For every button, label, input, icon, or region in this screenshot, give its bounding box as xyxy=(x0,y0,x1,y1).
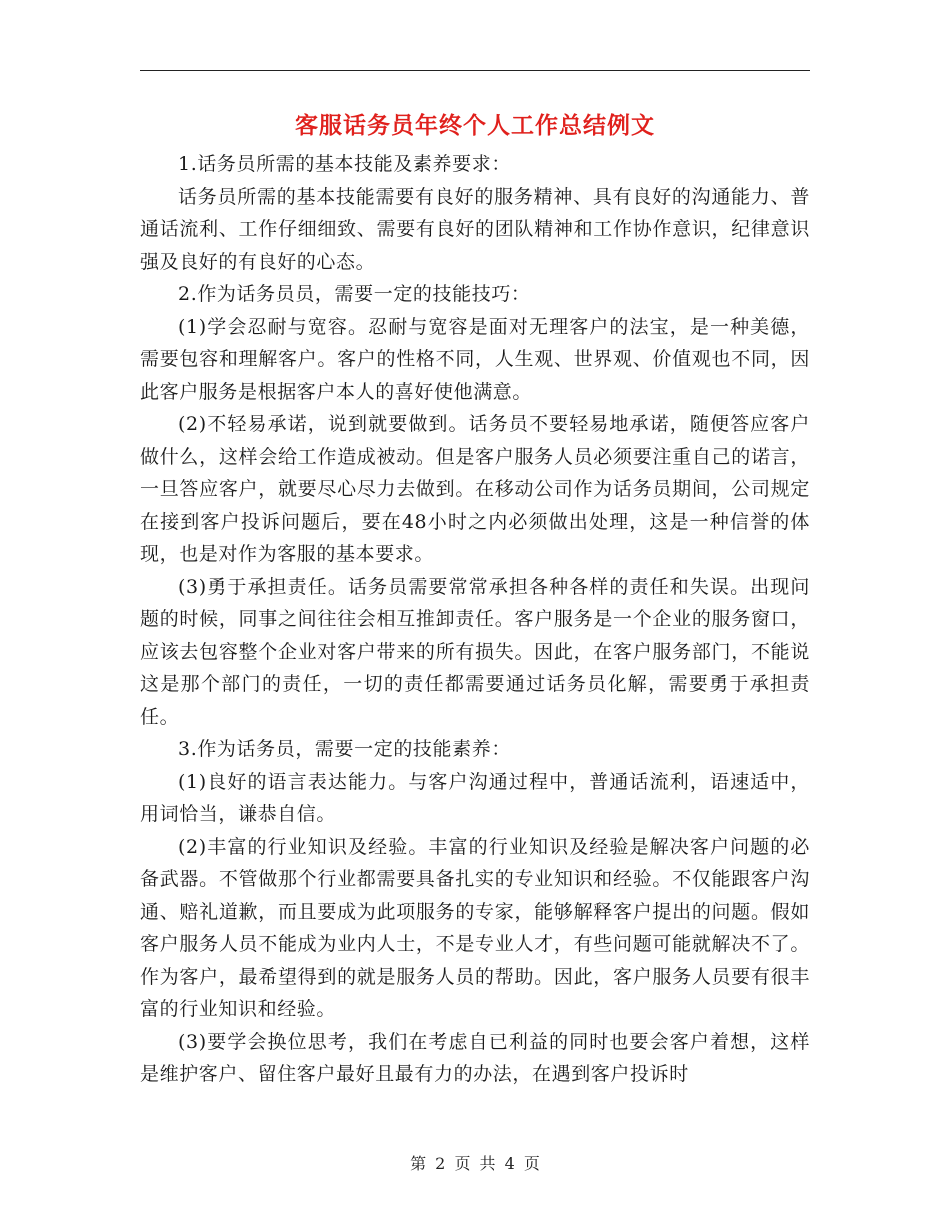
paragraph-3: 2.作为话务员员，需要一定的技能技巧： xyxy=(178,283,531,305)
paragraph-6: (3)勇于承担责任。话务员需要常常承担各种各样的责任和失误。出现问题的时候，同事之间往往会相互推卸责任。客户服务是一个企业的服务窗口，应该去包容整个企业对客户带来的所有损失。因此，在客户服务部门，不能说这是那个部门的责任，一切的责任都需要通过话务员化解，需要勇于承担责任。 xyxy=(140,575,810,728)
paragraph-7: 3.作为话务员，需要一定的技能素养： xyxy=(178,738,511,760)
paragraph-4: (1)学会忍耐与宽容。忍耐与宽容是面对无理客户的法宝，是一种美德，需要包容和理解客户。客户的性格不同，人生观、世界观、价值观也不同，因此客户服务是根据客户本人的喜好使他满意。 xyxy=(140,315,810,403)
document-body xyxy=(140,148,810,1091)
page-footer: 第 2 页 共 4 页 xyxy=(410,1154,540,1173)
paragraph-2: 话务员所需的基本技能需要有良好的服务精神、具有良好的沟通能力、普通话流利、工作仔细细致、需要有良好的团队精神和工作协作意识，纪律意识强及良好的有良好的心态。 xyxy=(140,185,810,273)
paragraph-8: (1)良好的语言表达能力。与客户沟通过程中，普通话流利，语速适中，用词恰当，谦恭自信。 xyxy=(140,770,810,825)
document-title: 客服话务员年终个人工作总结例文 xyxy=(295,112,655,139)
paragraph-10: (3)要学会换位思考，我们在考虑自已利益的同时也要会客户着想，这样是维护客户、留住客户最好且最有力的办法，在遇到客户投诉时 xyxy=(140,1030,810,1085)
paragraph-9: (2)丰富的行业知识及经验。丰富的行业知识及经验是解决客户问题的必备武器。不管做那个行业都需要具备扎实的专业知识和经验。不仅能跟客户沟通、赔礼道歉，而且要成为此项服务的专家，能够解释客户提出的问题。假如客户服务人员不能成为业内人士，不是专业人才，有些问题可能就解决不了。作为客户，最希望得到的就是服务人员的帮助。因此，客户服务人员要有很丰富的行业知识和经验。 xyxy=(140,835,810,1020)
paragraph-1: 1.话务员所需的基本技能及素养要求： xyxy=(178,153,511,175)
header-rule xyxy=(140,70,810,71)
paragraph-5: (2)不轻易承诺，说到就要做到。话务员不要轻易地承诺，随便答应客户做什么，这样会给工作造成被动。但是客户服务人员必须要注重自己的诺言，一旦答应客户，就要尽心尽力去做到。在移动公司作为话务员期间，公司规定在接到客户投诉问题后，要在48小时之内必须做出处理，这是一种信誉的体现，也是对作为客服的基本要求。 xyxy=(140,413,810,565)
